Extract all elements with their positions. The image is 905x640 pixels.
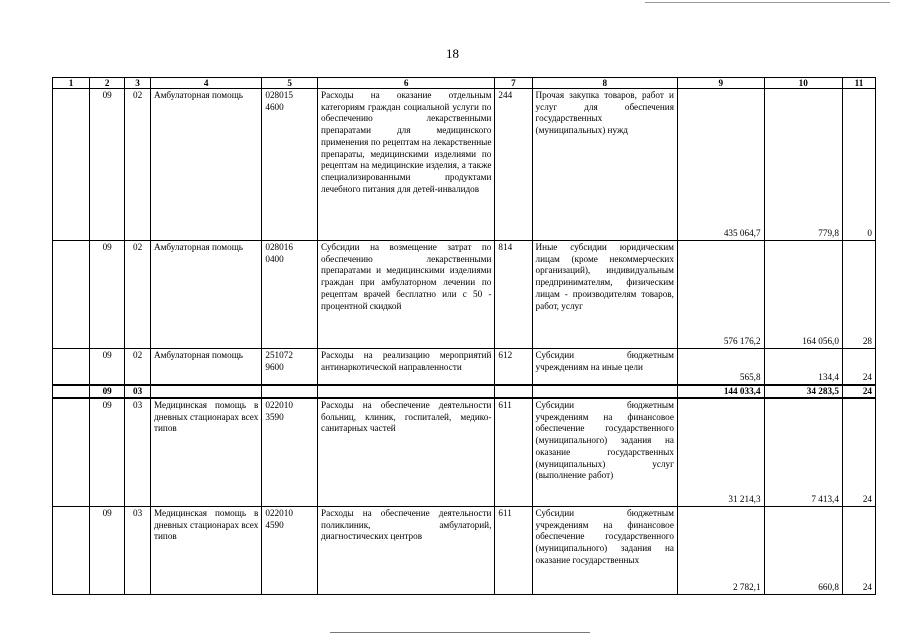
cell-empty [53, 349, 90, 386]
cell-amount-10: 134,4 [764, 349, 842, 386]
cell-amount-9: 31 214,3 [677, 398, 764, 507]
cell-target-name: Расходы на реализацию мероприятий антинаркотической направленности [318, 349, 495, 386]
cell-amount-11: 24 [842, 385, 875, 398]
cell-target-name: Расходы на оказание отдельным категориям граждан социальной услуги по обеспечению лекарственными препаратами для медицинского применения по рецептам на лекарственные препараты, медицинскими изделиями по рецептам на медицинские изделия, а также специализированными продуктами лечебного питания для детей-инвалидов [318, 89, 495, 241]
cell-section: 09 [90, 398, 125, 507]
cell-amount-10: 779,8 [764, 89, 842, 241]
cell-empty [53, 398, 90, 507]
cell-amount-11: 24 [842, 398, 875, 507]
col-header: 5 [262, 78, 318, 89]
cell-empty [150, 385, 261, 398]
cell-amount-10: 660,8 [764, 507, 842, 595]
col-header: 2 [90, 78, 125, 89]
cell-section: 09 [90, 349, 125, 386]
cell-expense-name: Субсидии бюджетным учреждениям на иные цели [532, 349, 677, 386]
col-header: 6 [318, 78, 495, 89]
cell-expense-type: 612 [495, 349, 532, 386]
cell-expense-name: Субсидии бюджетным учреждениям на финансовое обеспечение государственного (муниципального) задания на оказание государственных (муниципальных) услуг (выполнение работ) [532, 398, 677, 507]
table-row [53, 241, 876, 349]
cell-subsection-name: Медицинская помощь в дневных стационарах всех типов [150, 507, 261, 595]
scan-edge-line [330, 632, 590, 633]
budget-table [52, 77, 876, 595]
cell-target-name: Расходы на обеспечение деятельности поликлиник, амбулаторий, диагностических центров [318, 507, 495, 595]
cell-amount-9: 565,8 [677, 349, 764, 386]
cell-section: 09 [90, 507, 125, 595]
col-header: 11 [842, 78, 875, 89]
cell-empty [53, 89, 90, 241]
cell-target-code: 028016 0400 [262, 241, 318, 349]
cell-subsection: 02 [125, 241, 151, 349]
col-header: 8 [532, 78, 677, 89]
cell-expense-type: 611 [495, 507, 532, 595]
cell-subsection: 03 [125, 398, 151, 507]
cell-empty [53, 385, 90, 398]
cell-expense-type: 611 [495, 398, 532, 507]
cell-expense-type: 244 [495, 89, 532, 241]
cell-section: 09 [90, 385, 125, 398]
cell-target-code: 022010 4590 [262, 507, 318, 595]
col-header: 1 [53, 78, 90, 89]
cell-section: 09 [90, 89, 125, 241]
cell-subsection-name: Медицинская помощь в дневных стационарах всех типов [150, 398, 261, 507]
table-row [53, 398, 876, 507]
cell-empty [262, 385, 318, 398]
subtotal-row [53, 385, 876, 398]
cell-empty [495, 385, 532, 398]
cell-amount-9: 576 176,2 [677, 241, 764, 349]
cell-subsection: 03 [125, 385, 151, 398]
cell-empty [318, 385, 495, 398]
cell-amount-11: 24 [842, 349, 875, 386]
cell-section: 09 [90, 241, 125, 349]
cell-target-name: Субсидии на возмещение затрат по обеспечению лекарственными препаратами и медицинскими изделиями граждан при амбулаторном лечении по рецептам врачей бесплатно или с 50 - процентной скидкой [318, 241, 495, 349]
cell-empty [532, 385, 677, 398]
page-number: 18 [446, 46, 459, 61]
cell-expense-name: Субсидии бюджетным учреждениям на финансовое обеспечение государственного (муниципального) задания на оказание государственных [532, 507, 677, 595]
cell-target-code: 022010 3590 [262, 398, 318, 507]
scan-edge-line [645, 2, 890, 3]
table-row [53, 507, 876, 595]
cell-subsection: 03 [125, 507, 151, 595]
cell-expense-type: 814 [495, 241, 532, 349]
cell-target-code: 028015 4600 [262, 89, 318, 241]
cell-amount-10: 7 413,4 [764, 398, 842, 507]
cell-amount-11: 28 [842, 241, 875, 349]
cell-amount-11: 24 [842, 507, 875, 595]
cell-subsection: 02 [125, 349, 151, 386]
cell-amount-9: 144 033,4 [677, 385, 764, 398]
table-row [53, 89, 876, 241]
cell-subsection-name: Амбулаторная помощь [150, 89, 261, 241]
cell-subsection: 02 [125, 89, 151, 241]
cell-target-name: Расходы на обеспечение деятельности больниц, клиник, госпиталей, медико-санитарных частей [318, 398, 495, 507]
cell-subsection-name: Амбулаторная помощь [150, 241, 261, 349]
cell-amount-9: 435 064,7 [677, 89, 764, 241]
col-header: 9 [677, 78, 764, 89]
col-header: 3 [125, 78, 151, 89]
cell-amount-10: 164 056,0 [764, 241, 842, 349]
cell-empty [53, 507, 90, 595]
cell-expense-name: Иные субсидии юридическим лицам (кроме некоммерческих организаций), индивидуальным предпринимателям, физическим лицам - производителям товаров, работ, услуг [532, 241, 677, 349]
cell-amount-10: 34 283,5 [764, 385, 842, 398]
table-row [53, 349, 876, 386]
cell-empty [53, 241, 90, 349]
cell-amount-11: 0 [842, 89, 875, 241]
col-header: 4 [150, 78, 261, 89]
column-number-row [53, 78, 876, 89]
cell-subsection-name: Амбулаторная помощь [150, 349, 261, 386]
cell-expense-name: Прочая закупка товаров, работ и услуг для обеспечения государственных (муниципальных) нужд [532, 89, 677, 241]
col-header: 10 [764, 78, 842, 89]
col-header: 7 [495, 78, 532, 89]
cell-amount-9: 2 782,1 [677, 507, 764, 595]
cell-target-code: 251072 9600 [262, 349, 318, 386]
